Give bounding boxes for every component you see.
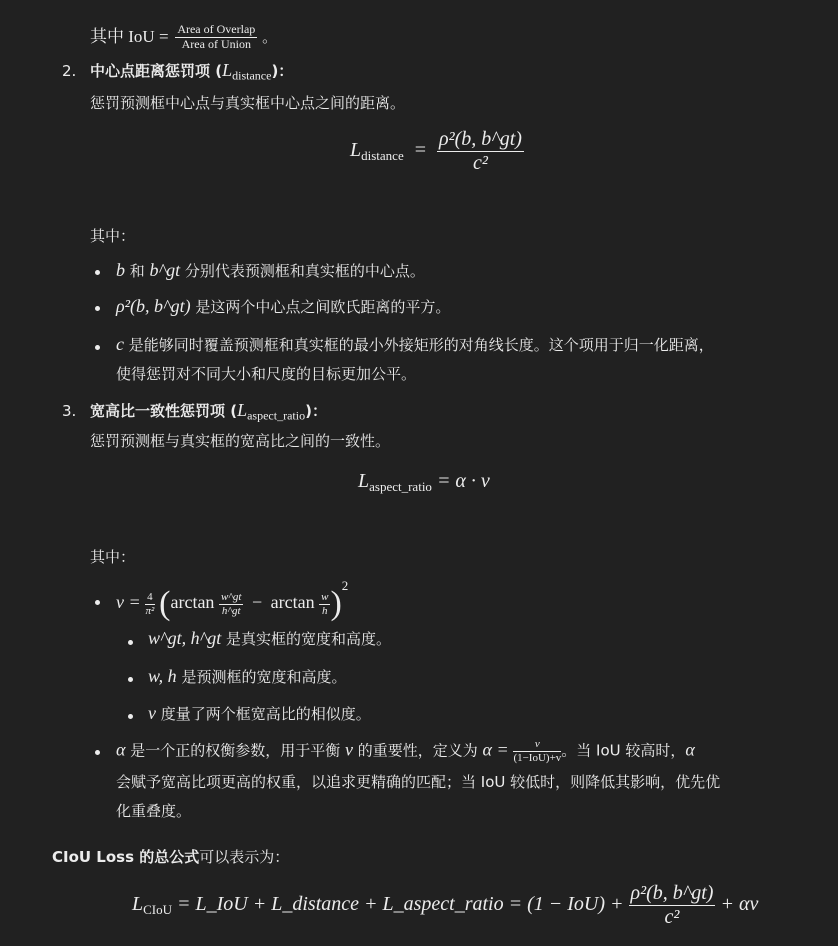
bullet-dot — [95, 306, 100, 311]
v-frac-2 — [319, 591, 330, 617]
item3-where: 其中： — [90, 548, 136, 566]
arctan-2: arctan — [270, 592, 315, 613]
item2-bullet-3 — [116, 334, 714, 355]
total-label-rest: 可以表示为： — [199, 848, 290, 866]
sub-bullet-dot — [128, 714, 133, 719]
item2-description: 惩罚预测框中心点与真实框中心点之间的距离。 — [90, 94, 406, 112]
total-lhs: L — [132, 893, 144, 916]
alpha-math-end: α — [685, 739, 695, 760]
distance-lhs-sub: distance — [361, 147, 404, 163]
paren-open: ( — [159, 585, 171, 623]
item2-number: 2. — [62, 62, 77, 80]
item2-title-sub: distance — [232, 68, 272, 83]
alpha-def-lhs: α = — [482, 739, 509, 760]
v-coef-den: π² — [145, 604, 155, 617]
item2-bullet-2 — [116, 296, 450, 317]
alpha-bullet-line2: 会赋予宽高比项更高的权重，以追求更精确的匹配；当 IoU 较低时，则降低其影响，优先优 — [116, 773, 721, 791]
item3-title-close: )： — [305, 402, 327, 420]
alpha-math-v: v — [345, 739, 353, 760]
iou-definition-line — [90, 22, 277, 52]
v-frac1-num: w^gt — [220, 590, 242, 603]
aspect-rhs: = α · v — [436, 470, 490, 492]
v-frac2-den: h — [322, 604, 328, 617]
sub-bullet2-text: 是预测框的宽度和高度。 — [176, 668, 347, 686]
alpha-text3: 。当 IoU 较高时， — [561, 741, 686, 760]
total-frac — [629, 882, 716, 929]
item2-bullet-1 — [116, 260, 425, 281]
bullet2-math: ρ²(b, b^gt) — [116, 296, 191, 316]
aspect-formula — [358, 470, 490, 495]
item3-title — [90, 400, 327, 424]
item2-title — [90, 60, 293, 84]
bullet-dot — [95, 270, 100, 275]
v-frac2-num: w — [321, 590, 329, 603]
item2-title-var: L — [222, 60, 233, 80]
iou-end: 。 — [262, 28, 278, 46]
aspect-lhs-sub: aspect_ratio — [369, 478, 432, 494]
bullet3-text: 是能够同时覆盖预测框和真实框的最小外接矩形的对角线长度。这个项用于归一化距离， — [124, 336, 714, 354]
item3-description: 惩罚预测框与真实框的宽高比之间的一致性。 — [90, 432, 391, 450]
alpha-text2: 的重要性，定义为 — [353, 741, 483, 760]
v-frac-1 — [219, 591, 244, 617]
total-lhs-sub: CIoU — [143, 901, 173, 917]
item3-title-var: L — [237, 400, 248, 420]
sub-bullet1-math: w^gt, h^gt — [148, 628, 222, 648]
sub-bullet1-text: 是真实框的宽度和高度。 — [221, 630, 391, 648]
sub-bullet3-math: v — [148, 703, 156, 723]
bullet-dot — [95, 750, 100, 755]
alpha-bullet-line3: 化重叠度。 — [116, 802, 192, 820]
arctan-1: arctan — [170, 592, 215, 613]
bullet1-text2: 分别代表预测框和真实框的中心点。 — [180, 262, 425, 280]
alpha-bullet-line1 — [116, 738, 695, 764]
v-lhs: v = — [116, 592, 141, 613]
bullet1-text1: 和 — [125, 262, 150, 280]
total-label-bold: CIoU Loss 的总公式 — [52, 848, 200, 866]
item2-title-close: )： — [271, 62, 294, 80]
item3-title-text: 宽高比一致性惩罚项 ( — [90, 402, 238, 420]
bullet3-math: c — [116, 334, 124, 354]
total-formula — [132, 882, 758, 929]
iou-intro: 其中 IoU = — [90, 27, 169, 46]
v-formula — [116, 578, 348, 623]
item3-title-sub: aspect_ratio — [247, 408, 306, 423]
total-end: + αv — [720, 893, 759, 916]
v-power: 2 — [341, 578, 349, 593]
aspect-lhs: L — [358, 470, 370, 492]
total-mid: = L_IoU + L_distance + L_aspect_ratio = (1 − IoU) + — [177, 893, 624, 916]
bullet-dot — [95, 600, 100, 605]
alpha-def-den: (1−IoU)+v — [513, 751, 562, 764]
bullet2-text: 是这两个中心点之间欧氏距离的平方。 — [190, 298, 451, 316]
sub-bullet3-text: 度量了两个框宽高比的相似度。 — [156, 705, 371, 723]
sub-bullet2-math: w, h — [148, 666, 177, 686]
distance-eq: = — [414, 139, 426, 162]
sub-bullet-3 — [148, 703, 371, 724]
item3-number: 3. — [62, 402, 77, 420]
v-minus: − — [251, 592, 263, 613]
alpha-def-frac — [513, 738, 561, 764]
total-label — [52, 846, 289, 867]
total-frac-num: ρ²(b, b^gt) — [630, 882, 714, 904]
item2-where: 其中： — [90, 227, 136, 245]
iou-fraction — [175, 23, 257, 52]
distance-frac-den: c² — [473, 152, 488, 174]
paren-close: ) — [330, 585, 342, 623]
bullet1-math-b: b — [116, 260, 125, 280]
iou-frac-den: Area of Union — [181, 37, 251, 51]
bullet1-math-bgt: b^gt — [149, 260, 181, 280]
sub-bullet-1 — [148, 628, 391, 649]
v-coef-num: 4 — [147, 590, 153, 603]
alpha-math: α — [116, 739, 126, 760]
distance-frac-num: ρ²(b, b^gt) — [439, 128, 522, 150]
distance-frac — [437, 128, 524, 175]
v-coef-frac — [145, 591, 155, 617]
item2-title-text: 中心点距离惩罚项 ( — [90, 62, 223, 80]
iou-frac-num: Area of Overlap — [177, 22, 256, 37]
distance-lhs: L — [350, 139, 362, 162]
v-frac1-den: h^gt — [221, 604, 241, 617]
total-frac-den: c² — [664, 906, 680, 928]
alpha-text1: 是一个正的权衡参数，用于平衡 — [125, 741, 345, 760]
alpha-def-num: v — [513, 738, 561, 752]
sub-bullet-2 — [148, 666, 346, 687]
distance-formula — [350, 128, 524, 175]
item2-bullet-3-line2: 使得惩罚对不同大小和尺度的目标更加公平。 — [116, 365, 417, 383]
sub-bullet-dot — [128, 640, 133, 645]
sub-bullet-dot — [128, 677, 133, 682]
bullet-dot — [95, 345, 100, 350]
